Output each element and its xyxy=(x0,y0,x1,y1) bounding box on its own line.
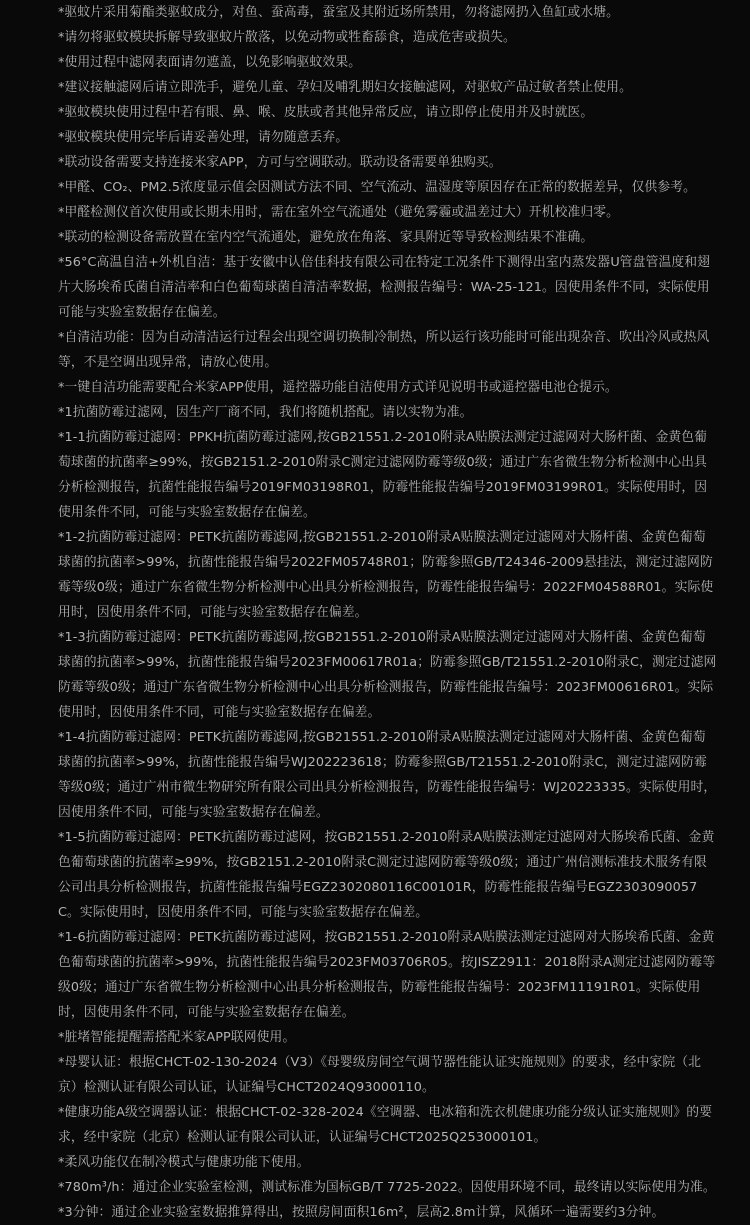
note-formaldehyde-calibration: *甲醛检测仪首次使用或长期未用时，需在室外空气流通处（避免雾霾或温差过大）开机校准归零。 xyxy=(58,205,620,220)
note-maternal-certification: *母婴认证：根据CHCT-02-130-2024（V3）《母婴级房间空气调节器性能认证实施规则》的要求，经中家院（北京）检测认证有限公司认证，认证编号CHCT2024Q93000110。 xyxy=(58,1055,702,1095)
note-disposal: *驱蚊模块使用完毕后请妥善处理，请勿随意丢弃。 xyxy=(58,130,349,145)
note-mosquito-disassembly: *请勿将驱蚊模块拆解导致驱蚊片散落，以免动物或牲畜舔食，造成危害或损失。 xyxy=(58,30,516,45)
disclaimer-notes xyxy=(58,0,718,1225)
note-device-placement: *联动的检测设备需放置在室内空气流通处，避免放在角落、家具附近等导致检测结果不准确。 xyxy=(58,230,594,245)
note-health-a-certification: *健康功能A级空调器认证：根据CHCT-02-328-2024《空调器、电冰箱和洗衣机健康功能分级认证实施规则》的要求，经中家院（北京）检测认证有限公司认证，认证编号CHCT2025Q253000101。 xyxy=(58,1105,713,1145)
note-high-temp-self-clean: *56°C高温自洁+外机自洁：基于安徽中认倍佳科技有限公司在特定工况条件下测得出室内蒸发器U管盘管温度和翅片大肠埃希氏菌自清洁率和白色葡萄球菌自清洁率数据，检测报告编号：WA-25-121。因使用条件不同，实际使用可能与实验室数据存在偏差。 xyxy=(58,255,711,320)
note-antibacterial-filter: *1抗菌防霉过滤网，因生产厂商不同，我们将随机搭配。请以实物为准。 xyxy=(58,405,473,420)
note-allergy-reaction: *驱蚊模块使用过程中若有眼、鼻、喉、皮肤或者其他异常反应，请立即停止使用并及时就医。 xyxy=(58,105,594,120)
note-filter-1-3: *1-3抗菌防霉过滤网：PETK抗菌防霉滤网,按GB21551.2-2010附录A贴膜法测定过滤网对大肠杆菌、金黄色葡萄球菌的抗菌率>99%，抗菌性能报告编号2023FM00617R01a；防霉参照GB/T21551.2-2010附录C，测定过滤网防霉等级0级；通过广东省微生物分析检测中心出具分析检测报告，防霉性能报告编号：2023FM00616R01。实际使用时，因使用条件不同，可能与实验室数据存在偏差。 xyxy=(58,630,717,720)
note-filter-1-1: *1-1抗菌防霉过滤网：PPKH抗菌防霉过滤网,按GB21551.2-2010附录A贴膜法测定过滤网对大肠杆菌、金黄色葡萄球菌的抗菌率≥99%，按GB2151.2-2010附录C测定过滤网防霉等级0级；通过广东省微生物分析检测中心出具分析检测报告，抗菌性能报告编号2019FM03198R01，防霉性能报告编号2019FM03199R01。实际使用时，因使用条件不同，可能与实验室数据存在偏差。 xyxy=(58,430,708,520)
note-one-key-self-clean: *一键自洁功能需要配合米家APP使用，遥控器功能自洁使用方式详见说明书或遥控器电池仓提示。 xyxy=(58,380,618,395)
note-airflow-780: *780m³/h：通过企业实验室检测，测试标准为国标GB/T 7725-2022。因使用环境不同，最终请以实际使用为准。 xyxy=(58,1180,716,1195)
note-filter-cover: *使用过程中滤网表面请勿遮盖，以免影响驱蚊效果。 xyxy=(58,55,362,70)
note-filter-1-2: *1-2抗菌防霉过滤网：PETK抗菌防霉滤网,按GB21551.2-2010附录A贴膜法测定过滤网对大肠杆菌、金黄色葡萄球菌的抗菌率>99%，抗菌性能报告编号2022FM05748R01；防霉参照GB/T24346-2009悬挂法，测定过滤网防霉等级0级；通过广东省微生物分析检测中心出具分析检测报告，防霉性能报告编号：2022FM04588R01。实际使用时，因使用条件不同，可能与实验室数据存在偏差。 xyxy=(58,530,714,620)
note-soft-wind: *柔风功能仅在制冷模式与健康功能下使用。 xyxy=(58,1155,310,1170)
note-clog-reminder: *脏堵智能提醒需搭配米家APP联网使用。 xyxy=(58,1030,296,1045)
note-wash-hands: *建议接触滤网后请立即洗手，避免儿童、孕妇及哺乳期妇女接触滤网，对驱蚊产品过敏者禁止使用。 xyxy=(58,80,632,95)
note-self-clean-function: *自清洁功能：因为自动清洁运行过程会出现空调切换制冷制热，所以运行该功能时可能出现杂音、吹出冷风或热风等，不是空调出现异常，请放心使用。 xyxy=(58,330,710,370)
note-mosquito-toxicity: *驱蚊片采用菊酯类驱蚊成分，对鱼、蚕高毒，蚕室及其附近场所禁用，勿将滤网扔入鱼缸或水塘。 xyxy=(58,5,620,20)
note-three-minutes: *3分钟：通过企业实验室数据推算得出，按照房间面积16m²，层高2.8m计算，风循环一遍需要约3分钟。 xyxy=(58,1205,665,1220)
note-filter-1-6: *1-6抗菌防霉过滤网：PETK抗菌防霉过滤网，按GB21551.2-2010附录A贴膜法测定过滤网对大肠埃希氏菌、金黄色葡萄球菌的抗菌率>99%，抗菌性能报告编号2023FM03706R05。按JISZ2911：2018附录A测定过滤网防霉等级0级；通过广东省微生物分析检测中心出具分析检测报告，防霉性能报告编号：2023FM11191R01。实际使用时，因使用条件不同，可能与实验室数据存在偏差。 xyxy=(58,930,716,1020)
note-concentration-display: *甲醛、CO₂、PM2.5浓度显示值会因测试方法不同、空气流动、温湿度等原因存在正常的数据差异，仅供参考。 xyxy=(58,180,697,195)
note-filter-1-4: *1-4抗菌防霉过滤网：PETK抗菌防霉滤网,按GB21551.2-2010附录A贴膜法测定过滤网对大肠杆菌、金黄色葡萄球菌的抗菌率>99%，抗菌性能报告编号WJ202223618；防霉参照GB/T21551.2-2010附录C，测定过滤网防霉等级0级；通过广州市微生物研究所有限公司出具分析检测报告，防霉性能报告编号：WJ20223335。实际使用时，因使用条件不同，可能与实验室数据存在偏差。 xyxy=(58,730,717,820)
note-linkage-app: *联动设备需要支持连接米家APP，方可与空调联动。联动设备需要单独购买。 xyxy=(58,155,502,170)
note-filter-1-5: *1-5抗菌防霉过滤网：PETK抗菌防霉过滤网，按GB21551.2-2010附录A贴膜法测定过滤网对大肠埃希氏菌、金黄色葡萄球菌的抗菌率≥99%，按GB2151.2-2010附录C测定过滤网防霉等级0级；通过广州信测标准技术服务有限公司出具分析检测报告，抗菌性能报告编号EGZ2302080116C00101R，防霉性能报告编号EGZ2303090057C。实际使用时，因使用条件不同，可能与实验室数据存在偏差。 xyxy=(58,830,715,920)
